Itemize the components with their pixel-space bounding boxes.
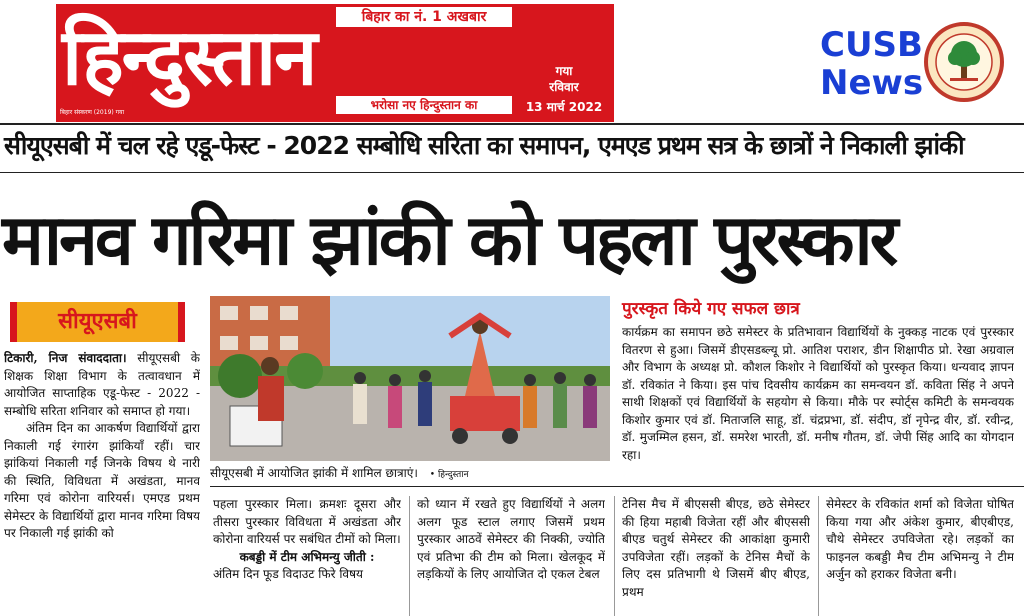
sub-headline: सीयूएसबी में चल रहे एडू-फेस्ट - 2022 सम्बोधि सरिता का समापन, एमएड प्रथम सत्र के छात्रों ने निकाली झांकी (4, 131, 964, 160)
sub-rule (0, 172, 1024, 173)
column-divider (614, 496, 615, 616)
registration-text: बिहार संस्करण (2019) गया (60, 109, 125, 116)
edition-date: 13 मार्च 2022 (525, 100, 603, 114)
newspaper-slogan: भरोसा नए हिन्दुस्तान का (336, 96, 512, 114)
photo-caption (210, 462, 610, 484)
box-title: पुरस्कृत किये गए सफल छात्र (622, 299, 800, 319)
edition-day: रविवार (549, 80, 579, 94)
university-seal-icon (924, 22, 1004, 102)
news-label: News (820, 63, 924, 103)
left-para-2: अंतिम दिन का आकर्षण विद्यार्थियों द्वारा निकाली गई रंगारंग झांकियाँ रहीं। चार झांकियां निकाली गईं जिनके विषय थे नारी की स्थिति, विविधता में अखंडता, मानव गरिमा एवं कोरोना वारियर्स। एमएड प्रथम सेमेस्टर के विद्यार्थियों द्वारा मानव गरिमा विषय पर निकाली गई झांकी को (4, 421, 200, 540)
main-headline: मानव गरिमा झांकी को पहला पुरस्कार (2, 199, 896, 281)
procession-image (210, 296, 610, 461)
column-divider (818, 496, 819, 616)
photo-credit: • हिन्दुस्तान (429, 470, 469, 480)
section-badge: सीयूएसबी (10, 302, 185, 342)
edition-city: गया (555, 64, 573, 78)
bottom-rule (210, 486, 1024, 487)
left-para-1: सीयूएसबी के शिक्षक शिक्षा विभाग के तत्वावधान में आयोजित साप्ताहिक एडू-फेस्ट - 2022 - सम्बोधि सरिता शनिवार को समाप्त हो गया। (4, 351, 200, 418)
dateline: टिकारी, निज संवाददाता। (4, 351, 127, 365)
column-1 (213, 496, 401, 614)
column-1-text-2: अंतिम दिन फूड विदाउट फिरे विषय (213, 567, 364, 581)
column-4: सेमेस्टर के रविकांत शर्मा को विजेता घोषित किया गया और अंकेश कुमार, बीएबीएड, चौथे सेमेस्टर उपविजेता रहे। लड़कों का फाइनल कबड्डी मैच टीम अभिमन्यु ने टीम अर्जुन को हराकर विजेता बनी। (826, 497, 1014, 581)
cusb-label: CUSB (820, 25, 923, 65)
left-column (4, 350, 200, 612)
news-photo (210, 296, 610, 461)
column-3: टेनिस मैच में बीएससी बीएड, छठे सेमेस्टर की हिया महाबी विजेता रहीं और बीएससी बीएड चतुर्थ सेमेस्टर की आकांक्षा कुमारी उपविजेता रहीं। लड़कों के टेनिस मैचों के लिए दस प्रतिभागी थे जिसमें बीए बीएड, प्रथम (622, 497, 810, 599)
kabaddi-subheading: कबड्डी में टीम अभिमन्यु जीती : (239, 549, 375, 564)
newspaper-tagline: बिहार का नं. 1 अखबार (336, 7, 512, 27)
cusb-news-label (820, 25, 924, 103)
caption-text: सीयूएसबी में आयोजित झांकी में शामिल छात्राएं। (210, 466, 418, 480)
newspaper-title: हिन्दुस्तान (62, 12, 316, 103)
box-text: कार्यक्रम का समापन छठे समेस्टर के प्रतिभावान विद्यार्थियों के नुक्कड़ नाटक एवं पुरस्कार वितरण से हुआ। जिसमें डीएसडब्ल्यू प्रो. आतिश पराशर, डीन शिक्षापीठ प्रो. रेखा अग्रवाल और विभाग के अध्यक्ष प्रो. कौशल किशोर ने विद्यार्थियों को पुरस्कृत किया। धन्यवाद ज्ञापन डॉ. रविकांत ने किया। इस पांच दिवसीय कार्यक्रम का समन्वयन डॉ. कविता सिंह ने अपने साथी शिक्षकों एवं विद्यार्थियों के सहयोग से किया। मौके पर स्पोर्ट्स कमिटी के समन्वयक किशोर कुमार एवं डॉ. मिताजलि साहू, डॉ. चंद्रप्रभा, डॉ. संदीप, डॉ नृपेन्द्र वीर, डॉ. रवीन्द्र, डॉ. मुजम्मिल हसन, डॉ. समरेश भारती, डॉ. मनीष गौतम, डॉ. जेपी सिंह आदि का योगदान रहा। (622, 325, 1014, 462)
column-1-text: पहला पुरस्कार मिला। क्रमशः दूसरा और तीसरा पुरस्कार विविधता में अखंडता और कोरोना वारियर्स पर सबंधित टीमों को मिला। (213, 497, 401, 546)
column-2: को ध्यान में रखते हुए विद्यार्थियों ने अलग अलग फूड स्टाल लगाए जिसमें प्रथम पुरस्कार आठवें सेमेस्टर की निक्की, ज्योति एवं प्रतिभा की टीम को मिला। खेलकूद में लड़कियों के लिए आयोजित दो एकल टेबल (417, 497, 605, 581)
column-divider (409, 496, 410, 616)
